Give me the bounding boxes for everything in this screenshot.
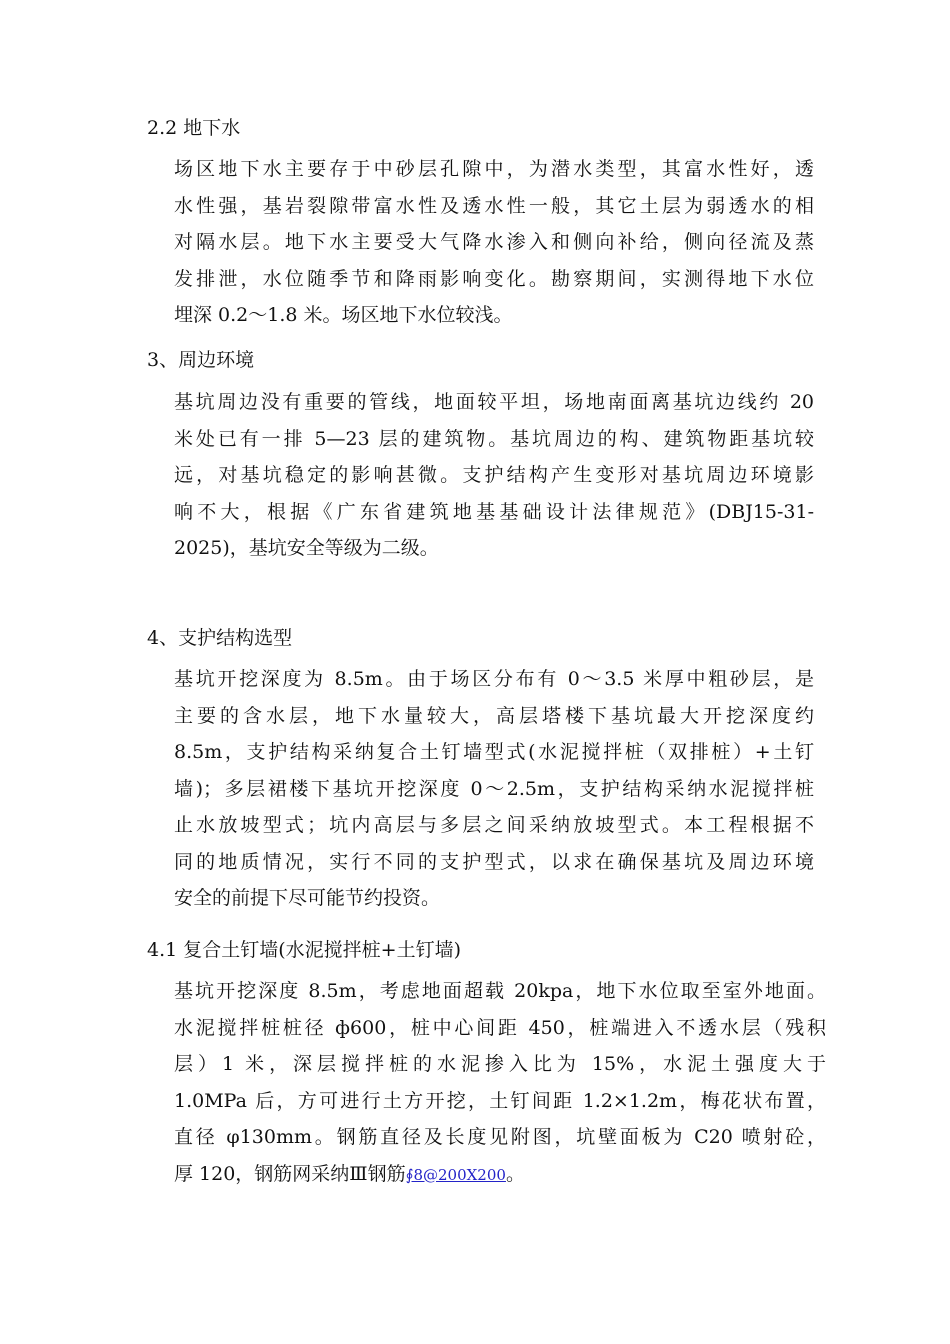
section-4-1-paragraph [174,973,826,1192]
text-line: 米处已有一排 5—23 层的建筑物。基坑周边的构、建筑物距基坑较 [174,427,814,450]
text-line [174,1156,826,1193]
rebar-spec-link[interactable]: ∮8@200X200 [405,1165,506,1184]
text-line: 基坑周边没有重要的管线，地面较平坦，场地南面离基坑边线约 20 [174,391,814,413]
text-line: 层）1 米，深层搅拌桩的水泥掺入比为 15%，水泥土强度大于 [174,1053,826,1075]
section-3-heading: 3、周边环境 [147,349,255,371]
text-line: 发排泄，水位随季节和降雨影响变化。勘察期间，实测得地下水位 [174,267,814,290]
text-line: 基坑开挖深度 8.5m，考虑地面超载 20kpa，地下水位取至室外地面。 [174,980,826,1002]
section-2-2-heading: 2.2 地下水 [147,117,241,139]
text-line: 安全的前提下尽可能节约投资。 [174,887,441,909]
text-line: 远，对基坑稳定的影响甚微。支护结构产生变形对基坑周边环境影 [174,464,814,486]
section-4-heading: 4、支护结构选型 [147,627,293,649]
text-line: 水性强，基岩裂隙带富水性及透水性一般，其它土层为弱透水的相 [174,194,814,217]
section-4-1-heading: 4.1 复合土钉墙(水泥搅拌桩+土钉墙) [147,939,462,961]
text-line: 1.0MPa 后，方可进行土方开挖，土钉间距 1.2×1.2m，梅花状布置， [174,1089,826,1112]
text-line: 场区地下水主要存于中砂层孔隙中，为潜水类型，其富水性好，透 [174,158,814,180]
section-2-2-paragraph [174,151,814,334]
text-line: 对隔水层。地下水主要受大气降水渗入和侧向补给，侧向径流及蒸 [174,231,814,253]
text-segment: 厚 120，钢筋网采纳Ⅲ钢筋 [174,1162,406,1185]
section-4-paragraph [174,661,814,917]
text-line: 响不大，根据《广东省建筑地基基础设计法律规范》(DBJ15-31- [174,500,814,523]
text-line: 主要的含水层，地下水量较大，高层塔楼下基坑最大开挖深度约 [174,704,814,727]
text-line: 墙)；多层裙楼下基坑开挖深度 0～2.5m，支护结构采纳水泥搅拌桩 [174,777,814,800]
text-line: 基坑开挖深度为 8.5m。由于场区分布有 0～3.5 米厚中粗砂层，是 [174,668,814,690]
text-line: 埋深 0.2～1.8 米。场区地下水位较浅。 [174,304,513,326]
text-line: 同的地质情况，实行不同的支护型式，以求在确保基坑及周边环境 [174,850,814,873]
text-line: 直径 φ130mm。钢筋直径及长度见附图，坑壁面板为 C20 喷射砼， [174,1126,826,1148]
text-line: 2025)，基坑安全等级为二级。 [174,537,439,559]
text-line: 止水放坡型式；坑内高层与多层之间采纳放坡型式。本工程根据不 [174,814,814,836]
text-segment: 。 [505,1162,525,1185]
text-line: 水泥搅拌桩桩径 ф600，桩中心间距 450，桩端进入不透水层（残积 [174,1016,826,1039]
text-line: 8.5m，支护结构采纳复合土钉墙型式(水泥搅拌桩（双排桩）+土钉 [174,741,814,763]
section-3-paragraph [174,384,814,567]
